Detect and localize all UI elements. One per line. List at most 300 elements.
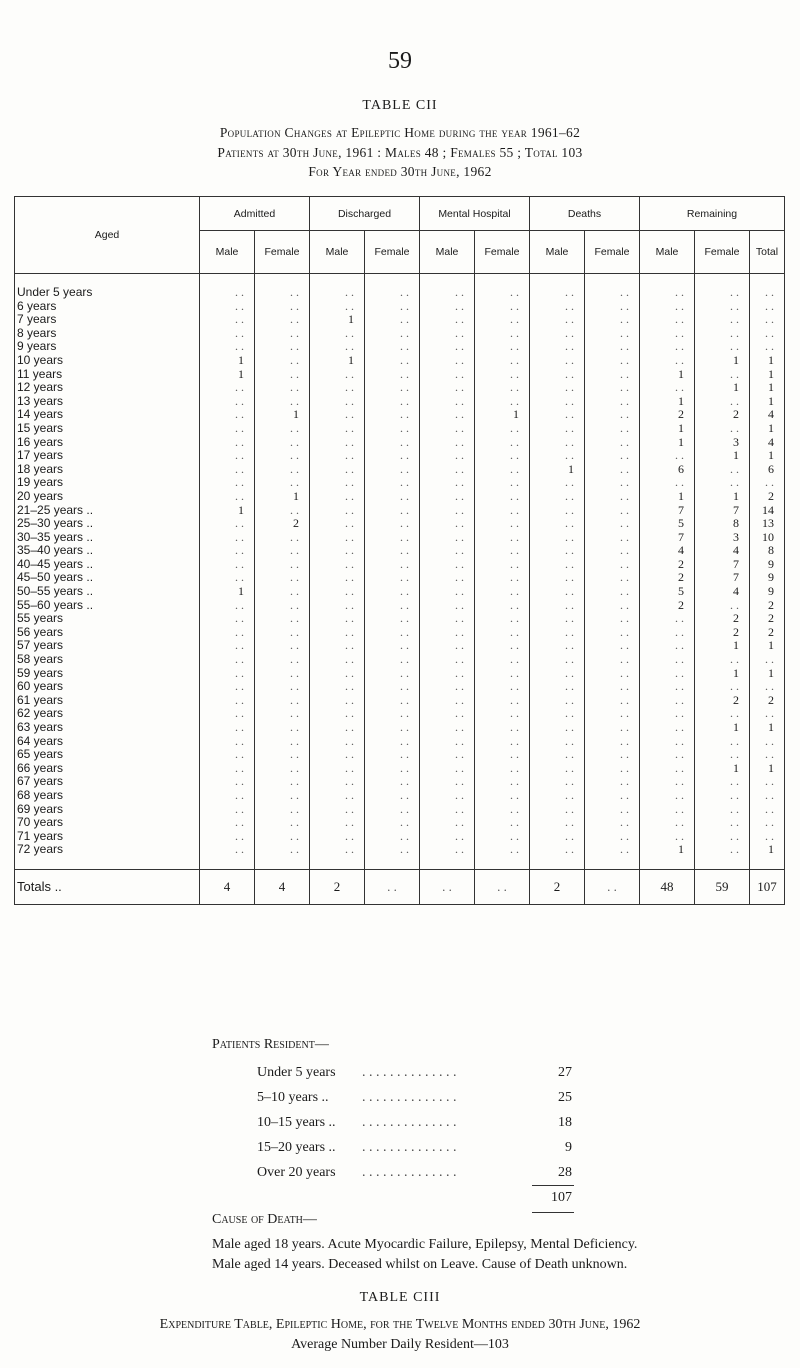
age-cell: 64 years xyxy=(15,735,200,749)
value-cell: . . xyxy=(365,816,420,830)
value-cell: . . xyxy=(255,830,310,844)
value-cell: . . xyxy=(420,667,475,681)
value-cell: . . xyxy=(530,504,585,518)
value-cell: 1 xyxy=(695,490,750,504)
value-cell: . . xyxy=(420,789,475,803)
value-cell: . . xyxy=(530,354,585,368)
table-row xyxy=(15,286,785,300)
value-cell: . . xyxy=(420,762,475,776)
value-cell: . . xyxy=(475,694,530,708)
value-cell: . . xyxy=(420,381,475,395)
value-cell: . . xyxy=(255,422,310,436)
value-cell: 1 xyxy=(695,354,750,368)
age-cell: 56 years xyxy=(15,626,200,640)
patients-resident-total-row xyxy=(212,1185,572,1211)
value-cell: . . xyxy=(750,830,785,844)
leader-dots: . . . . . . . . . . . . . . xyxy=(362,1165,457,1180)
value-cell: . . xyxy=(255,476,310,490)
value-cell: 3 xyxy=(695,531,750,545)
value-cell: . . xyxy=(200,775,255,789)
spacer-cell xyxy=(750,857,785,870)
value-cell: . . xyxy=(585,639,640,653)
value-cell: . . xyxy=(200,422,255,436)
value-cell: . . xyxy=(365,830,420,844)
value-cell: . . xyxy=(365,789,420,803)
value-cell: . . xyxy=(255,286,310,300)
value-cell: . . xyxy=(310,626,365,640)
spacer-cell xyxy=(695,274,750,287)
value-cell: . . xyxy=(640,680,695,694)
value-cell: . . xyxy=(750,653,785,667)
value-cell: . . xyxy=(420,300,475,314)
value-cell: . . xyxy=(640,626,695,640)
value-cell: . . xyxy=(255,558,310,572)
value-cell: . . xyxy=(585,381,640,395)
value-cell: . . xyxy=(255,300,310,314)
value-cell: . . xyxy=(695,368,750,382)
value-cell: . . xyxy=(365,354,420,368)
value-cell: . . xyxy=(200,517,255,531)
age-cell: 17 years xyxy=(15,449,200,463)
value-cell: . . xyxy=(420,612,475,626)
value-cell: . . xyxy=(365,803,420,817)
value-cell: . . xyxy=(695,313,750,327)
value-cell: 2 xyxy=(750,694,785,708)
header-deaths: Deaths xyxy=(530,197,640,231)
value-cell: . . xyxy=(750,789,785,803)
value-cell: 3 xyxy=(695,436,750,450)
value-cell: . . xyxy=(200,544,255,558)
header-female: Female xyxy=(585,231,640,274)
value-cell: . . xyxy=(695,735,750,749)
spacer-cell xyxy=(530,274,585,287)
patients-resident-heading: Patients Resident— xyxy=(212,1037,329,1052)
patients-resident-label: Over 20 years xyxy=(257,1165,336,1180)
value-cell: 1 xyxy=(530,463,585,477)
value-cell: . . xyxy=(310,476,365,490)
age-cell: 6 years xyxy=(15,300,200,314)
value-cell: . . xyxy=(530,707,585,721)
value-cell: . . xyxy=(310,843,365,857)
value-cell: . . xyxy=(365,531,420,545)
header-discharged: Discharged xyxy=(310,197,420,231)
value-cell: 1 xyxy=(695,721,750,735)
age-cell: 57 years xyxy=(15,639,200,653)
value-cell: . . xyxy=(530,816,585,830)
value-cell: . . xyxy=(255,803,310,817)
value-cell: . . xyxy=(585,721,640,735)
value-cell: . . xyxy=(640,721,695,735)
age-cell: Totals .. xyxy=(15,869,200,904)
spacer-cell xyxy=(310,274,365,287)
table-row xyxy=(15,599,785,613)
value-cell: 2 xyxy=(695,408,750,422)
header-male: Male xyxy=(200,231,255,274)
value-cell: . . xyxy=(585,775,640,789)
value-cell: . . xyxy=(640,653,695,667)
value-cell: . . xyxy=(420,368,475,382)
table-row xyxy=(15,504,785,518)
value-cell: . . xyxy=(640,816,695,830)
header-male: Male xyxy=(310,231,365,274)
table-cii-subtitle: Population Changes at Epileptic Home during the year 1961–62 xyxy=(219,125,581,140)
value-cell: . . xyxy=(310,748,365,762)
value-cell: . . xyxy=(475,626,530,640)
value-cell: . . xyxy=(585,626,640,640)
header-male: Male xyxy=(530,231,585,274)
value-cell: . . xyxy=(365,517,420,531)
spacer-cell xyxy=(640,274,695,287)
value-cell: . . xyxy=(530,368,585,382)
value-cell: . . xyxy=(585,843,640,857)
value-cell: 2 xyxy=(255,517,310,531)
value-cell: . . xyxy=(420,653,475,667)
value-cell: 2 xyxy=(750,599,785,613)
value-cell: . . xyxy=(530,517,585,531)
value-cell: . . xyxy=(200,300,255,314)
value-cell: . . xyxy=(365,748,420,762)
age-cell: 67 years xyxy=(15,775,200,789)
patients-resident-value: 18 xyxy=(558,1115,572,1130)
value-cell: . . xyxy=(750,327,785,341)
value-cell: . . xyxy=(475,476,530,490)
value-cell: . . xyxy=(475,422,530,436)
value-cell: 1 xyxy=(750,639,785,653)
value-cell: . . xyxy=(475,327,530,341)
value-cell: 1 xyxy=(750,395,785,409)
table-row xyxy=(15,395,785,409)
value-cell: . . xyxy=(365,707,420,721)
value-cell: . . xyxy=(420,735,475,749)
header-aged: Aged xyxy=(15,197,200,274)
value-cell: . . xyxy=(585,490,640,504)
value-cell: 4 xyxy=(640,544,695,558)
value-cell: . . xyxy=(420,869,475,904)
value-cell: . . xyxy=(310,340,365,354)
value-cell: 107 xyxy=(750,869,785,904)
value-cell: . . xyxy=(365,313,420,327)
value-cell: . . xyxy=(365,408,420,422)
table-row xyxy=(15,408,785,422)
header-female: Female xyxy=(475,231,530,274)
value-cell: . . xyxy=(750,735,785,749)
value-cell: 1 xyxy=(695,639,750,653)
value-cell: . . xyxy=(200,531,255,545)
value-cell: . . xyxy=(585,748,640,762)
table-ciii-average-resident: Average Number Daily Resident—103 xyxy=(291,1337,509,1352)
value-cell: 1 xyxy=(750,762,785,776)
value-cell: . . xyxy=(585,449,640,463)
value-cell: . . xyxy=(530,381,585,395)
value-cell: . . xyxy=(475,816,530,830)
value-cell: . . xyxy=(200,381,255,395)
value-cell: . . xyxy=(200,816,255,830)
value-cell: . . xyxy=(200,735,255,749)
table-row xyxy=(15,694,785,708)
value-cell: 1 xyxy=(200,585,255,599)
patients-resident-row xyxy=(212,1135,572,1160)
value-cell: . . xyxy=(585,544,640,558)
value-cell: . . xyxy=(365,585,420,599)
value-cell: . . xyxy=(200,313,255,327)
value-cell: . . xyxy=(530,667,585,681)
value-cell: . . xyxy=(365,449,420,463)
value-cell: . . xyxy=(310,803,365,817)
value-cell: . . xyxy=(640,803,695,817)
value-cell: . . xyxy=(750,707,785,721)
value-cell: . . xyxy=(530,830,585,844)
value-cell: 1 xyxy=(640,490,695,504)
value-cell: . . xyxy=(640,327,695,341)
value-cell: . . xyxy=(585,340,640,354)
value-cell: . . xyxy=(310,395,365,409)
value-cell: . . xyxy=(695,327,750,341)
value-cell: . . xyxy=(695,395,750,409)
spacer-cell xyxy=(255,274,310,287)
table-row xyxy=(15,558,785,572)
patients-resident-label: 10–15 years .. xyxy=(257,1115,336,1130)
value-cell: . . xyxy=(585,653,640,667)
value-cell: . . xyxy=(585,762,640,776)
value-cell: . . xyxy=(530,558,585,572)
spacer-cell xyxy=(365,857,420,870)
value-cell: . . xyxy=(365,395,420,409)
value-cell: . . xyxy=(310,558,365,572)
value-cell: . . xyxy=(420,449,475,463)
age-cell: 69 years xyxy=(15,803,200,817)
value-cell: 1 xyxy=(750,667,785,681)
value-cell: 1 xyxy=(200,354,255,368)
value-cell: . . xyxy=(310,789,365,803)
value-cell: . . xyxy=(695,476,750,490)
patients-resident-total: 107 xyxy=(551,1190,572,1205)
age-cell: 50–55 years .. xyxy=(15,585,200,599)
value-cell: . . xyxy=(255,571,310,585)
value-cell: . . xyxy=(585,476,640,490)
value-cell: . . xyxy=(585,327,640,341)
value-cell: . . xyxy=(530,748,585,762)
value-cell: . . xyxy=(750,313,785,327)
value-cell: 10 xyxy=(750,531,785,545)
value-cell: . . xyxy=(640,830,695,844)
value-cell: . . xyxy=(420,707,475,721)
value-cell: . . xyxy=(585,694,640,708)
value-cell: . . xyxy=(695,830,750,844)
value-cell: 6 xyxy=(640,463,695,477)
value-cell: . . xyxy=(585,408,640,422)
value-cell: . . xyxy=(420,843,475,857)
value-cell: . . xyxy=(255,340,310,354)
age-cell: 62 years xyxy=(15,707,200,721)
value-cell: . . xyxy=(420,408,475,422)
value-cell: . . xyxy=(420,544,475,558)
value-cell: . . xyxy=(365,422,420,436)
header-remaining: Remaining xyxy=(640,197,785,231)
value-cell: . . xyxy=(200,762,255,776)
value-cell: . . xyxy=(695,300,750,314)
value-cell: . . xyxy=(200,408,255,422)
value-cell: . . xyxy=(255,599,310,613)
value-cell: . . xyxy=(365,327,420,341)
value-cell: 5 xyxy=(640,585,695,599)
value-cell: . . xyxy=(475,639,530,653)
value-cell: . . xyxy=(200,599,255,613)
table-row xyxy=(15,476,785,490)
value-cell: . . xyxy=(255,313,310,327)
value-cell: 2 xyxy=(640,408,695,422)
value-cell: . . xyxy=(420,680,475,694)
value-cell: . . xyxy=(255,735,310,749)
age-cell: 8 years xyxy=(15,327,200,341)
value-cell: . . xyxy=(530,544,585,558)
table-row xyxy=(15,517,785,531)
value-cell: . . xyxy=(365,735,420,749)
value-cell: . . xyxy=(200,476,255,490)
value-cell: 9 xyxy=(750,571,785,585)
value-cell: . . xyxy=(310,735,365,749)
value-cell: . . xyxy=(530,571,585,585)
value-cell: . . xyxy=(640,762,695,776)
table-row xyxy=(15,571,785,585)
age-cell: 66 years xyxy=(15,762,200,776)
value-cell: . . xyxy=(420,286,475,300)
value-cell: . . xyxy=(310,463,365,477)
value-cell: . . xyxy=(420,340,475,354)
header-male: Male xyxy=(420,231,475,274)
value-cell: . . xyxy=(530,789,585,803)
table-row xyxy=(15,626,785,640)
value-cell: . . xyxy=(530,680,585,694)
value-cell: . . xyxy=(255,381,310,395)
age-cell: Under 5 years xyxy=(15,286,200,300)
value-cell: 1 xyxy=(640,436,695,450)
value-cell: . . xyxy=(585,504,640,518)
value-cell: 1 xyxy=(695,667,750,681)
value-cell: . . xyxy=(255,639,310,653)
value-cell: . . xyxy=(420,517,475,531)
value-cell: . . xyxy=(585,599,640,613)
value-cell: 1 xyxy=(695,449,750,463)
age-cell: 21–25 years .. xyxy=(15,504,200,518)
value-cell: . . xyxy=(200,612,255,626)
value-cell: 1 xyxy=(695,762,750,776)
value-cell: . . xyxy=(255,694,310,708)
table-ciii-subtitle: Expenditure Table, Epileptic Home, for the Twelve Months ended 30th June, 1962 xyxy=(159,1317,641,1332)
value-cell: . . xyxy=(310,762,365,776)
value-cell: 9 xyxy=(750,585,785,599)
value-cell: . . xyxy=(530,585,585,599)
value-cell: . . xyxy=(640,354,695,368)
value-cell: . . xyxy=(640,313,695,327)
value-cell: 1 xyxy=(695,381,750,395)
age-cell: 18 years xyxy=(15,463,200,477)
patients-resident-label: Under 5 years xyxy=(257,1065,336,1080)
age-cell: 14 years xyxy=(15,408,200,422)
table-row xyxy=(15,612,785,626)
value-cell: . . xyxy=(365,300,420,314)
value-cell: . . xyxy=(310,775,365,789)
value-cell: . . xyxy=(530,653,585,667)
table-row xyxy=(15,449,785,463)
value-cell: . . xyxy=(310,639,365,653)
spacer-cell xyxy=(420,857,475,870)
value-cell: . . xyxy=(530,476,585,490)
value-cell: . . xyxy=(530,340,585,354)
value-cell: . . xyxy=(475,585,530,599)
value-cell: . . xyxy=(475,381,530,395)
value-cell: . . xyxy=(585,585,640,599)
value-cell: . . xyxy=(640,612,695,626)
header-female: Female xyxy=(255,231,310,274)
spacer-cell xyxy=(200,274,255,287)
value-cell: 2 xyxy=(695,626,750,640)
value-cell: . . xyxy=(310,544,365,558)
table-row xyxy=(15,368,785,382)
value-cell: . . xyxy=(530,599,585,613)
table-row xyxy=(15,748,785,762)
value-cell: . . xyxy=(310,571,365,585)
age-cell: 55–60 years .. xyxy=(15,599,200,613)
value-cell: . . xyxy=(310,408,365,422)
value-cell: . . xyxy=(530,436,585,450)
value-cell: . . xyxy=(420,571,475,585)
spacer-cell xyxy=(15,857,200,870)
value-cell: . . xyxy=(750,286,785,300)
value-cell: . . xyxy=(200,463,255,477)
value-cell: . . xyxy=(200,327,255,341)
value-cell: . . xyxy=(585,558,640,572)
value-cell: . . xyxy=(750,476,785,490)
value-cell: . . xyxy=(640,340,695,354)
value-cell: . . xyxy=(420,490,475,504)
value-cell: . . xyxy=(695,775,750,789)
value-cell: . . xyxy=(475,395,530,409)
value-cell: . . xyxy=(200,490,255,504)
table-cii-patients-line: Patients at 30th June, 1961 : Males 48 ; Females 55 ; Total 103 xyxy=(217,145,583,160)
value-cell: 8 xyxy=(695,517,750,531)
value-cell: . . xyxy=(475,612,530,626)
value-cell: . . xyxy=(585,422,640,436)
value-cell: . . xyxy=(420,721,475,735)
table-row xyxy=(15,585,785,599)
value-cell: . . xyxy=(365,775,420,789)
age-cell: 65 years xyxy=(15,748,200,762)
age-cell: 7 years xyxy=(15,313,200,327)
value-cell: 5 xyxy=(640,517,695,531)
spacer-cell xyxy=(365,274,420,287)
value-cell: . . xyxy=(365,599,420,613)
value-cell: . . xyxy=(475,340,530,354)
value-cell: . . xyxy=(420,585,475,599)
age-cell: 10 years xyxy=(15,354,200,368)
table-row xyxy=(15,463,785,477)
value-cell: . . xyxy=(310,368,365,382)
value-cell: 1 xyxy=(310,313,365,327)
header-female: Female xyxy=(695,231,750,274)
value-cell: . . xyxy=(695,463,750,477)
value-cell: . . xyxy=(200,667,255,681)
value-cell: . . xyxy=(585,395,640,409)
value-cell: . . xyxy=(475,735,530,749)
patients-resident-value: 25 xyxy=(558,1090,572,1105)
value-cell: . . xyxy=(310,667,365,681)
table-row xyxy=(15,381,785,395)
spacer-cell xyxy=(420,274,475,287)
value-cell: . . xyxy=(255,544,310,558)
value-cell: . . xyxy=(255,667,310,681)
value-cell: . . xyxy=(695,843,750,857)
value-cell: . . xyxy=(365,286,420,300)
